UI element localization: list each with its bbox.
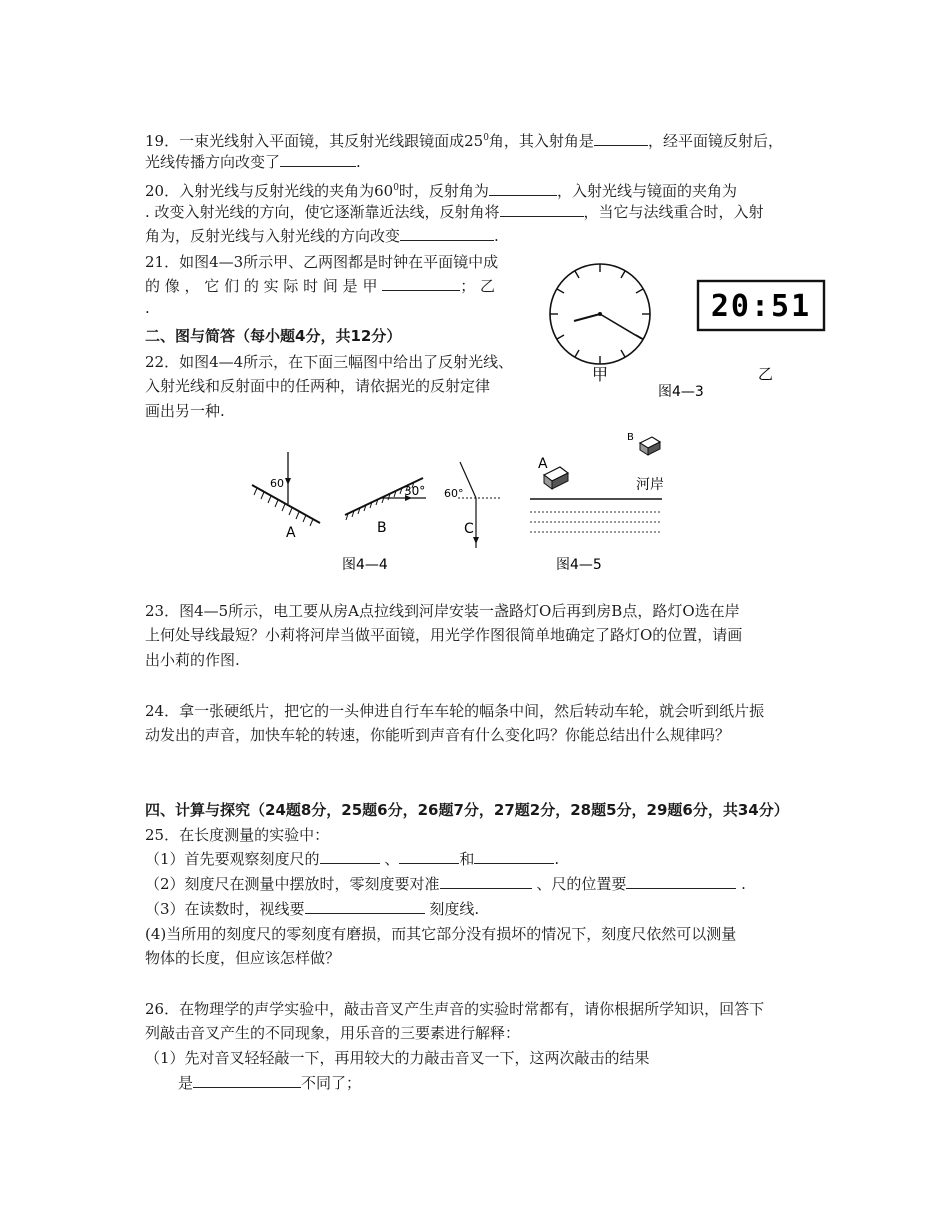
label-house-b: B — [627, 432, 634, 443]
q25-blank-1[interactable] — [320, 848, 380, 864]
clock-minute-hand — [600, 314, 642, 339]
q25-part-3: （3）在读数时，视线要 刻度线. — [145, 900, 480, 918]
q21-line-3: . — [145, 299, 150, 317]
q21-line-2: 的 像 ， 它 们 的 实 际 时 间 是 甲 ； 乙 — [145, 277, 496, 295]
q24-line-1: 24．拿一张硬纸片，把它的一头伸进自行车车轮的幅条中间，然后转动车轮，就会听到纸片振 — [145, 702, 765, 720]
q21-line-1: 21．如图4—3所示甲、乙两图都是时钟在平面镜中成 — [145, 253, 499, 271]
q26-blank-1[interactable] — [193, 1072, 301, 1088]
q25-blank-2[interactable] — [399, 848, 459, 864]
clock-center — [598, 312, 602, 316]
q20-reflection-angle-blank[interactable] — [489, 180, 557, 196]
q25-intro: 25．在长度测量的实验中： — [145, 826, 330, 844]
q19-incident-angle-blank[interactable] — [594, 130, 648, 146]
label-c: C — [464, 521, 474, 537]
q25-blank-4[interactable] — [440, 873, 532, 889]
q22-line-3: 画出另一种. — [145, 402, 225, 420]
q22-line-1: 22．如图4—4所示，在下面三幅图中给出了反射光线、 — [145, 353, 514, 371]
figure-4-5 — [520, 425, 680, 580]
angle-label-c: 60° — [444, 487, 464, 500]
q25-blank-5[interactable] — [626, 873, 736, 889]
q23-line-2: 上何处导线最短？小莉将河岸当做平面镜，用光学作图很简单地确定了路灯O的位置，请画 — [145, 626, 743, 644]
q19-line-2: 光线传播方向改变了 . — [145, 153, 361, 171]
fig44-diagram-c — [444, 462, 500, 548]
q23-line-3: 出小莉的作图. — [145, 651, 240, 669]
ray-arrow-a — [285, 478, 291, 485]
label-a: A — [286, 525, 296, 541]
q25-part-2: （2）刻度尺在测量中摆放时，零刻度要对准 、尺的位置要 . — [145, 875, 746, 893]
label-house-a: A — [538, 456, 548, 472]
label-yi: 乙 — [758, 365, 774, 383]
figure-4-3 — [540, 255, 840, 405]
angle-label-a: 60 — [270, 477, 284, 490]
q26-part-1: （1）先对音叉轻轻敲一下，再用较大的力敲击音叉一下，这两次敲击的结果 — [145, 1049, 650, 1067]
section-2-title: 二、图与简答（每小题4分，共12分） — [145, 327, 402, 345]
digital-clock-time: 20:51 — [710, 289, 812, 324]
q26-part-1-cont: 是 不同了； — [178, 1074, 362, 1092]
q20-direction-change-blank[interactable] — [400, 225, 494, 241]
house-b — [640, 437, 660, 455]
label-jia: 甲 — [592, 365, 609, 384]
fig44-diagram-b — [345, 478, 426, 536]
q20-line-3: 角为，反射光线与入射光线的方向改变 . — [145, 227, 499, 245]
section-4-title: 四、计算与探究（24题8分，25题6分，26题7分，27题2分，28题5分，29题6分，共34分） — [145, 801, 789, 819]
q25-blank-3[interactable] — [474, 848, 554, 864]
q25-part-4: (4)当所用的刻度尺的零刻度有磨损，而其它部分没有损坏的情况下，刻度尺依然可以测量 — [145, 925, 737, 943]
house-a — [544, 467, 568, 489]
q26-line-1: 26．在物理学的声学实验中，敲击音叉产生声音的实验时常都有，请你根据所学知识，回答下 — [145, 1000, 765, 1018]
fig44-diagram-a — [252, 452, 320, 541]
figure-4-5-caption: 图4—5 — [556, 557, 602, 573]
q20-line-1: 20．入射光线与反射光线的夹角为$60^0$时，反射角为 ，入射光线与镜面的夹角为 — [145, 182, 737, 200]
clock-hour-hand — [574, 314, 600, 321]
q23-line-1: 23．图4—5所示，电工要从房A点拉线到河岸安装一盏路灯O后再到房B点，路灯O选在岸 — [145, 602, 740, 620]
angle-label-b: 30° — [404, 484, 426, 498]
river-water — [530, 512, 662, 532]
q24-line-2: 动发出的声音，加快车轮的转速，你能听到声音有什么变化吗？你能总结出什么规律吗？ — [145, 726, 731, 744]
q26-line-2: 列敲击音叉产生的不同现象，用乐音的三要素进行解释： — [145, 1024, 521, 1042]
figure-4-4 — [240, 440, 500, 580]
q22-line-2: 入射光线和反射面中的任两种，请依据光的反射定律 — [145, 377, 491, 395]
figure-4-3-caption: 图4—3 — [658, 384, 704, 400]
q19-line-1: 19．一束光线射入平面镜，其反射光线跟镜面成$25^0$角，其入射角是 ，经平面镜反射后， — [145, 132, 783, 150]
q25-blank-6[interactable] — [305, 898, 425, 914]
mirror-a — [252, 485, 320, 523]
q25-part-4-cont: 物体的长度，但应该怎样做？ — [145, 949, 341, 967]
q21-time-jia-blank[interactable] — [382, 275, 460, 291]
ray-arrow-c — [473, 537, 479, 544]
river-bank-label: 河岸 — [636, 477, 664, 493]
q20-angle-trend-blank[interactable] — [500, 201, 584, 217]
q19-direction-change-blank[interactable] — [280, 151, 356, 167]
q25-part-1: （1）首先要观察刻度尺的 、 和 . — [145, 850, 560, 868]
figure-4-4-caption: 图4—4 — [342, 557, 388, 573]
q20-line-2: . 改变入射光线的方向，使它逐渐靠近法线，反射角将 ，当它与法线重合时，入射 — [145, 203, 764, 221]
label-b: B — [377, 520, 387, 536]
